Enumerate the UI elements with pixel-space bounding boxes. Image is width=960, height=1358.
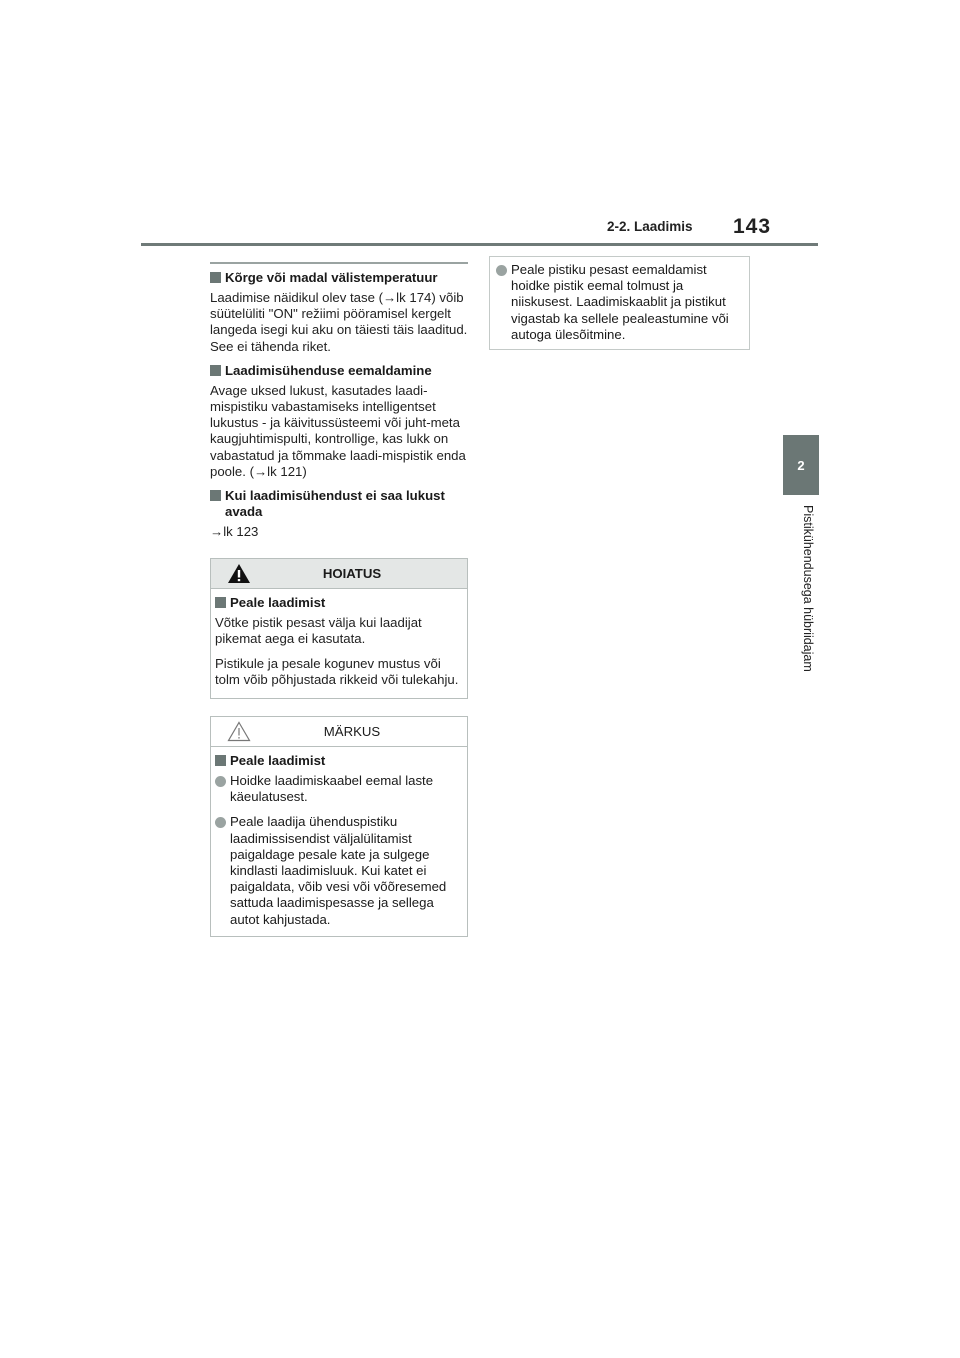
square-bullet-icon (210, 365, 221, 376)
notice-body (211, 747, 467, 936)
heading-text: Kõrge või madal välistemperatuur (225, 270, 438, 285)
round-bullet-icon (496, 265, 507, 276)
paragraph: Laadimise näidikul olev tase (→lk 174) võib süütelüliti "ON" režiimi pööramisel kergelt langeda isegi kui aku on täiesti täis laaditud. See ei tähenda riket. (210, 290, 468, 354)
section-heading (215, 753, 463, 769)
chapter-title: Pistikühendusega hübriidajam (801, 505, 815, 672)
paragraph: Avage uksed lukust, kasutades laadi-mispistiku vabastamiseks intelligentset lukustus - ja käivitussüsteemi või juht-meta kaugjuhtimispulti, kontrollige, kas lukk on vabastatud ja tõmmake laadi-mispistik enda poole. (→lk 121) (210, 382, 466, 479)
heading-text: Peale laadimist (230, 595, 326, 611)
notice-title: MÄRKUS (323, 724, 381, 740)
list-item-text: Hoidke laadimiskaabel eemal laste käeulatusest. (230, 773, 434, 805)
square-bullet-icon (215, 597, 226, 608)
round-bullet-icon (215, 817, 226, 828)
list-item-text: Peale laadija ühenduspistiku laadimissisendist väljalülitamist paigaldage pesale kate ja sulgege kindlasti laadimisluuk. Kui katet ei paigaldata, võib vesi või võõresemed sattuda laadimispesasse ja sellega autot kahjustada. (230, 814, 447, 927)
right-column (489, 256, 750, 350)
heading-text: Peale laadimist (230, 753, 326, 769)
column-rule (210, 262, 468, 264)
list-item-text: Peale pistiku pesast eemaldamist hoidke pistik eemal tolmust ja niiskusest. Laadimiskaablit ja pistikut vigastab ka sellele pealeastumine või autoga ülesõitmine. (511, 262, 729, 342)
warning-box (210, 558, 468, 699)
section-heading (215, 595, 463, 611)
warning-body (211, 589, 467, 698)
warning-title: HOIATUS (322, 566, 382, 582)
square-bullet-icon (215, 755, 226, 766)
paragraph: Võtke pistik pesast välja kui laadijat pikemat aega ei kasutata. (215, 615, 422, 647)
section-title: 2-2. Laadimis (607, 219, 693, 234)
notice-box (210, 716, 468, 937)
notice-continuation-box (489, 256, 750, 350)
section-heading (210, 363, 468, 379)
list-item (215, 814, 463, 927)
left-column (210, 262, 468, 937)
chapter-number: 2 (797, 457, 805, 473)
square-bullet-icon (210, 490, 221, 501)
chapter-tab (783, 435, 819, 495)
heading-text: Kui laadimisühendust ei saa lukust avada (225, 488, 445, 520)
warning-header (211, 559, 467, 589)
heading-text: Laadimisühenduse eemaldamine (225, 362, 432, 378)
header-rule (141, 243, 818, 246)
round-bullet-icon (215, 776, 226, 787)
section-heading (210, 488, 468, 520)
section-heading (210, 270, 468, 286)
notice-header (211, 717, 467, 747)
list-item (496, 262, 743, 343)
paragraph: →lk 123 (210, 524, 259, 540)
page-number: 143 (733, 215, 772, 238)
list-item (215, 773, 463, 805)
warning-triangle-icon (227, 563, 251, 584)
caution-triangle-outline-icon (227, 721, 251, 742)
square-bullet-icon (210, 272, 221, 283)
paragraph: Pistikule ja pesale kogunev mustus või tolm võib põhjustada rikkeid või tulekahju. (215, 655, 459, 687)
